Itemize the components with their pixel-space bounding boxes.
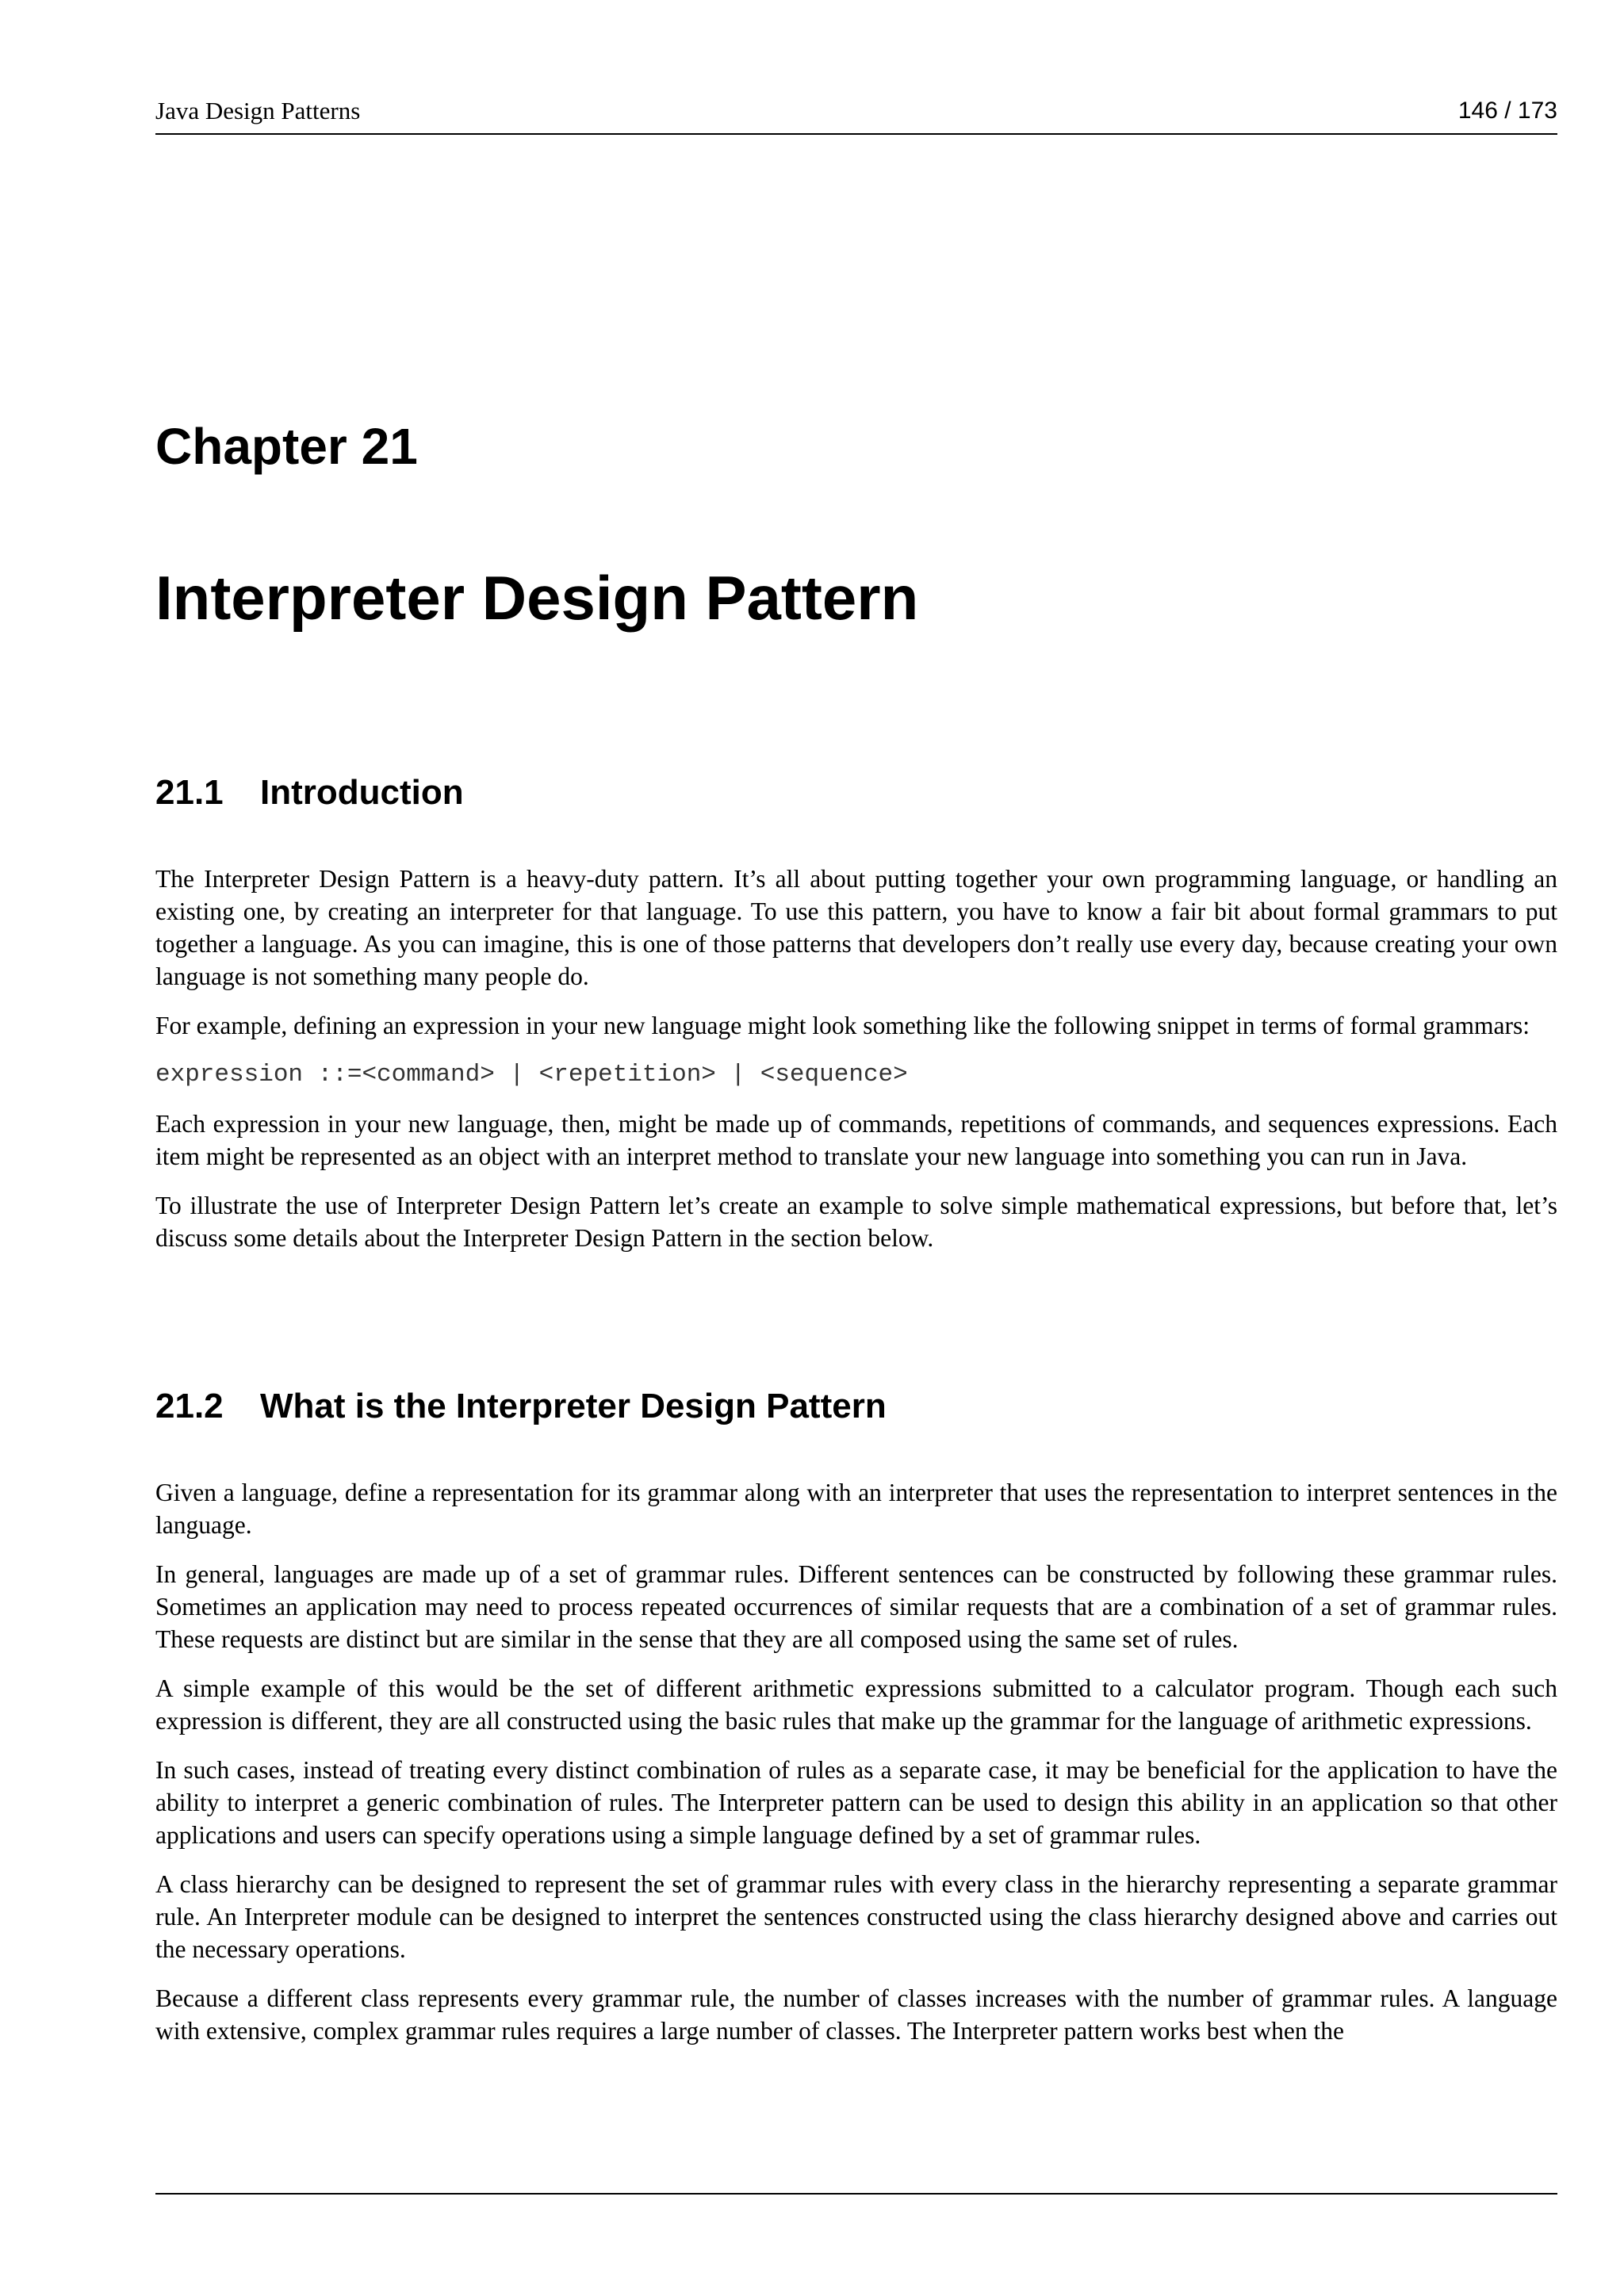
paragraph: The Interpreter Design Pattern is a heavy-duty pattern. It’s all about putting together your own programming language, or handling an existing one, by creating an interpreter for that language. To use this pattern, you have to know a fair bit about formal grammars to put together a language. As you can imagine, this is one of those patterns that developers don’t really use every day, because creating your own language is not something many people do.	[155, 865, 1557, 990]
paragraph: A class hierarchy can be designed to represent the set of grammar rules with every class in the hierarchy representing a separate grammar rule. An Interpreter module can be designed to interpret the sentences constructed using the class hierarchy designed above and carries out the necessary operations.	[155, 1870, 1557, 1963]
paragraph: Each expression in your new language, then, might be made up of commands, repetitions of commands, and sequences expressions. Each item might be represented as an object with an interpret method to translate your new language into something you can run in Java.	[155, 1110, 1557, 1170]
section-heading-introduction	[155, 774, 464, 812]
paragraph: Given a language, define a representation for its grammar along with an interpreter that uses the representation to interpret sentences in the language.	[155, 1479, 1557, 1539]
section-body-what-is	[155, 1476, 1557, 2064]
section-heading-what-is	[155, 1387, 887, 1425]
section-title: What is the Interpreter Design Pattern	[260, 1387, 887, 1425]
book-title: Java Design Patterns	[155, 97, 361, 124]
section-body-introduction	[155, 863, 1557, 1271]
paragraph: For example, defining an expression in your new language might look something like the following snippet in terms of formal grammars:	[155, 1012, 1530, 1039]
chapter-title: Interpreter Design Pattern	[155, 563, 919, 633]
paragraph: A simple example of this would be the set of different arithmetic expressions submitted to a calculator program. Though each such expression is different, they are all constructed using the basic rules that make up the grammar for the language of arithmetic expressions.	[155, 1674, 1557, 1735]
footer-rule	[155, 2193, 1557, 2195]
section-number: 21.1	[155, 773, 224, 812]
running-header	[155, 98, 1557, 123]
paragraph: In general, languages are made up of a set of grammar rules. Different sentences can be constructed by following these grammar rules. Sometimes an application may need to process repeated occurrences of similar requests that are a combination of a set of grammar rules. These requests are distinct but are similar in the sense that they are all composed using the same set of rules.	[155, 1560, 1557, 1653]
section-title: Introduction	[260, 773, 464, 812]
paragraph: To illustrate the use of Interpreter Design Pattern let’s create an example to solve simple mathematical expressions, but before that, let’s discuss some details about the Interpreter Design Pattern in the section below.	[155, 1192, 1557, 1252]
section-number: 21.2	[155, 1387, 224, 1425]
code-snippet: expression ::=<command> | <repetition> | <sequence>	[155, 1061, 908, 1089]
document-page	[155, 0, 1557, 2296]
page-number: 146 / 173	[1457, 98, 1557, 124]
header-rule	[155, 133, 1557, 135]
paragraph: Because a different class represents every grammar rule, the number of classes increases with the number of grammar rules. A language with extensive, complex grammar rules requires a large number of classes. The Interpreter pattern works best when the	[155, 1984, 1557, 2045]
chapter-label: Chapter 21	[155, 418, 418, 475]
paragraph: In such cases, instead of treating every distinct combination of rules as a separate case, it may be beneficial for the application to have the ability to interpret a generic combination of rules. The Interpreter pattern can be used to design this ability in an application so that other applications and users can specify operations using a simple language defined by a set of grammar rules.	[155, 1756, 1557, 1849]
